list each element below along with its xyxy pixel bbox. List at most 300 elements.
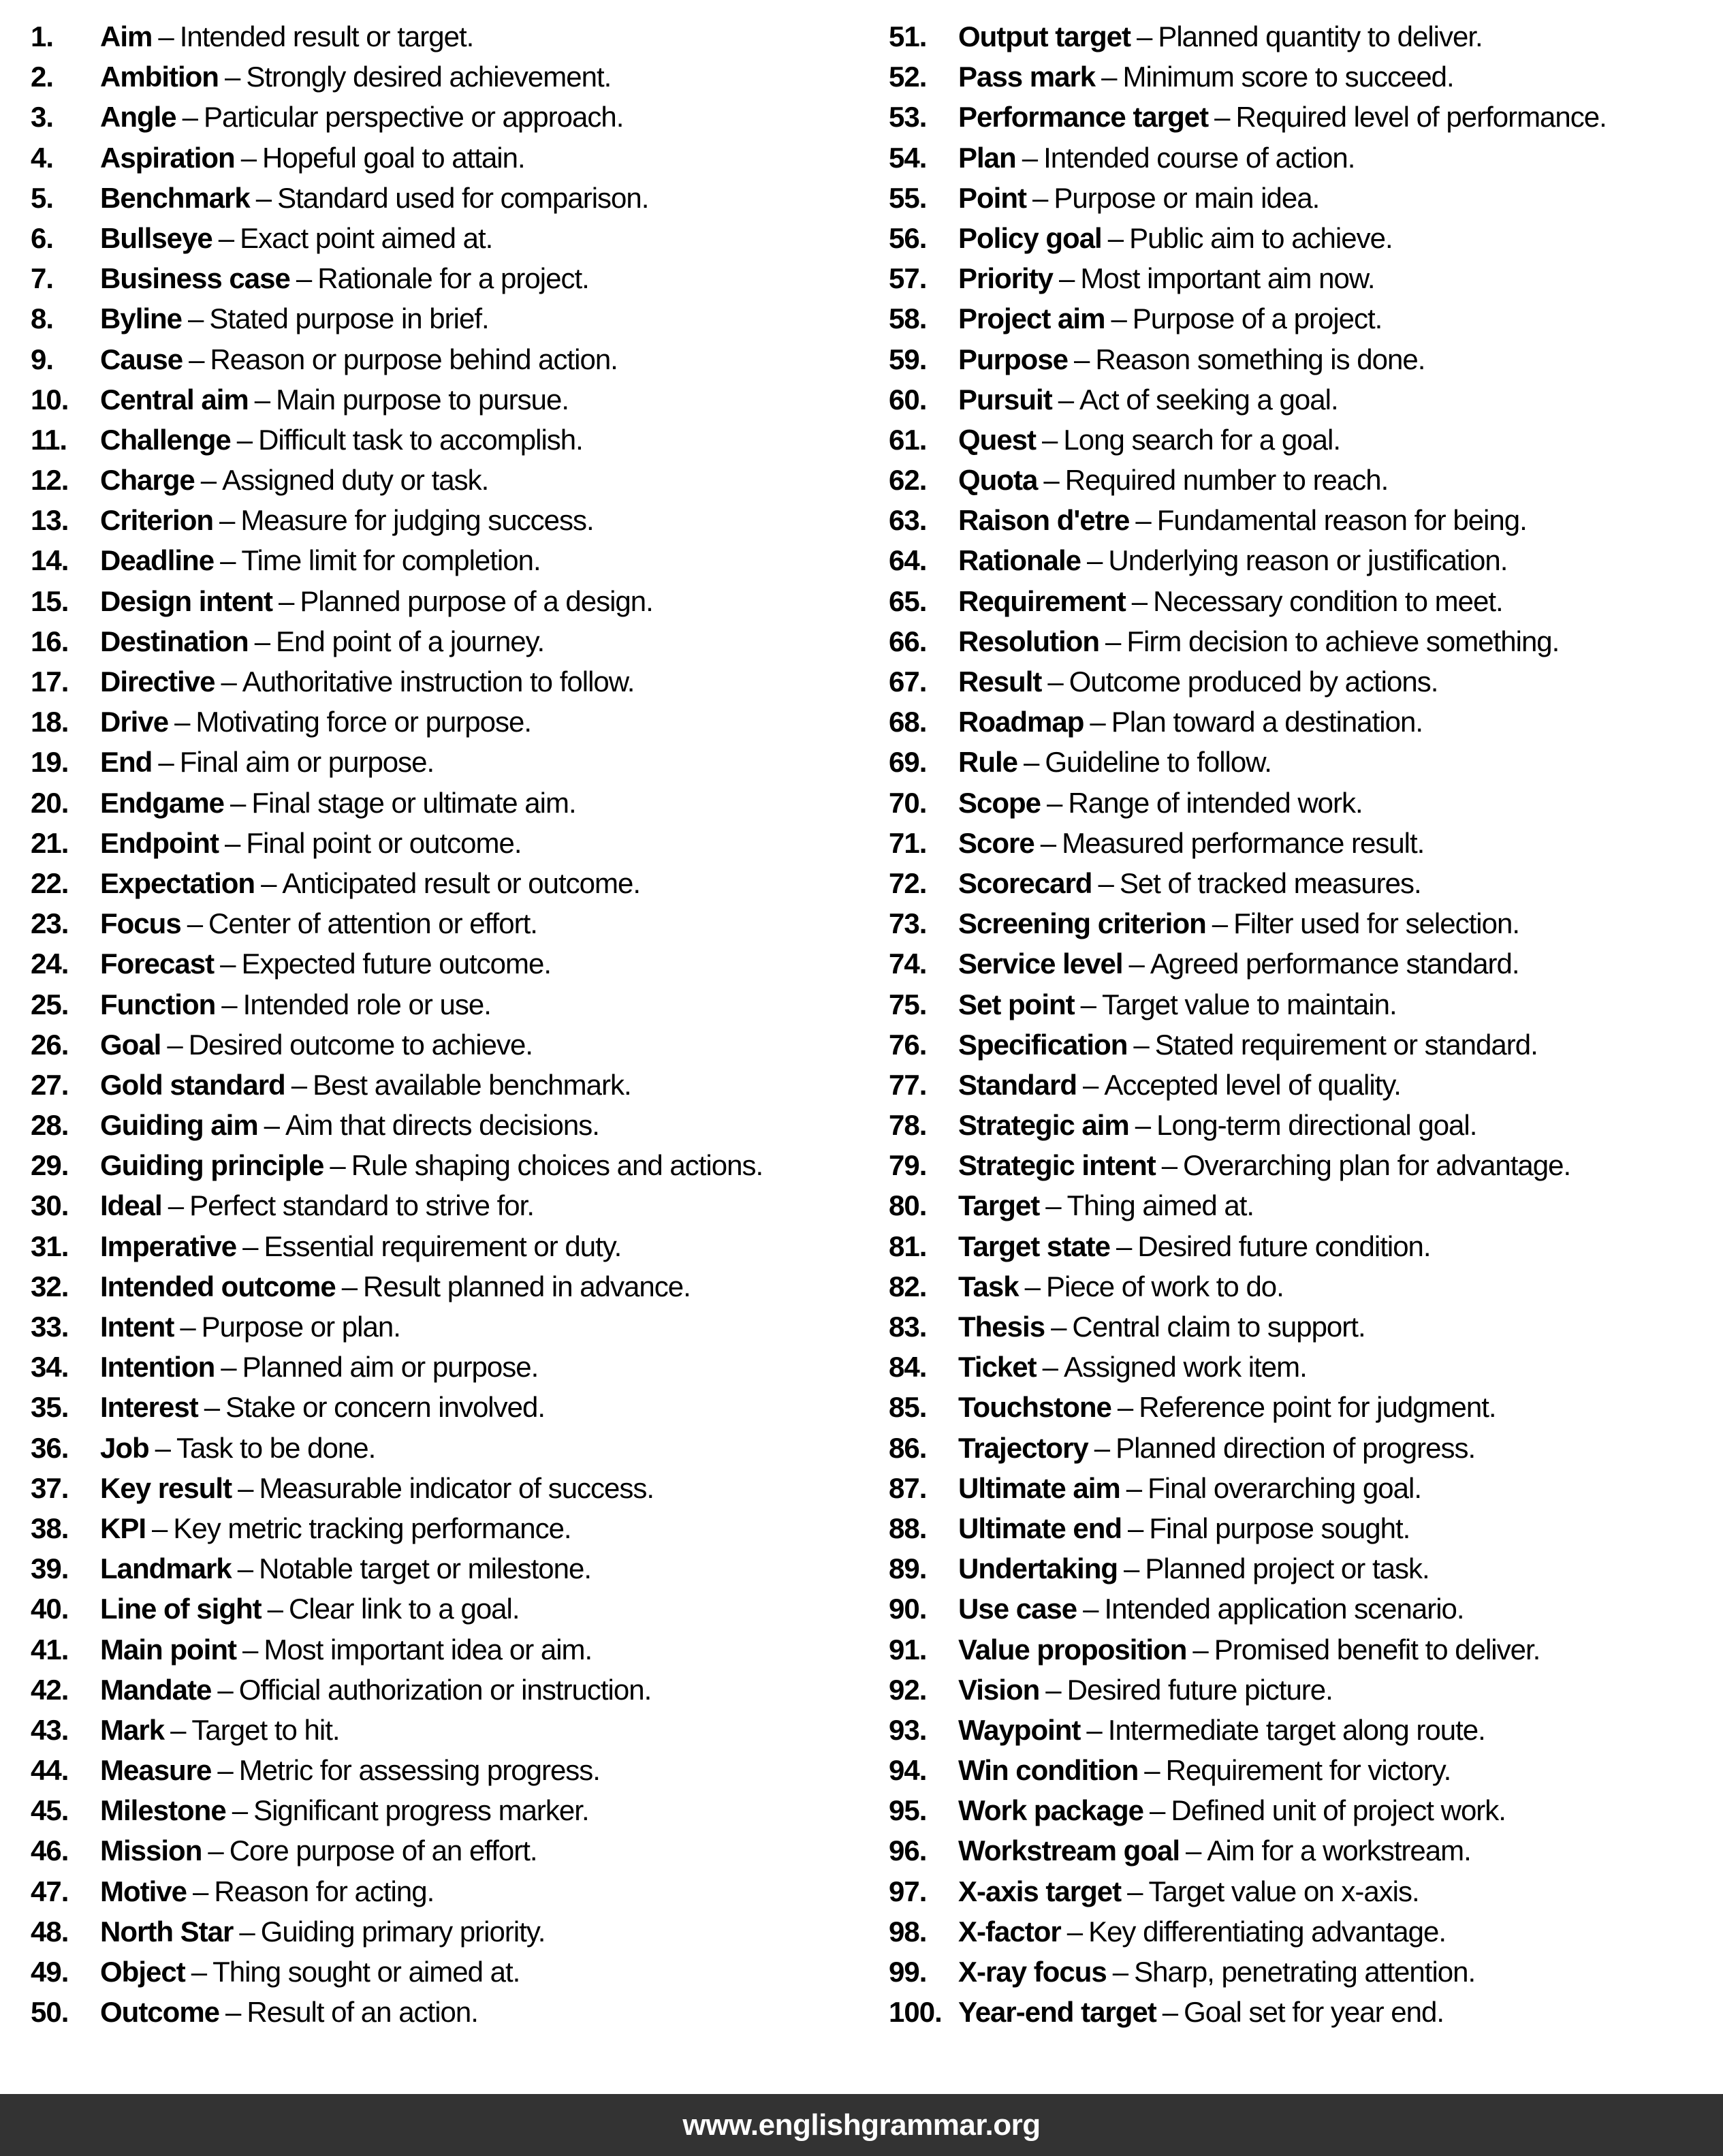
item-term: Byline (100, 302, 183, 335)
item-text (958, 1145, 1570, 1185)
item-term: Quota (958, 464, 1038, 497)
list-item (889, 460, 1723, 500)
item-definition: Filter used for selection. (1233, 907, 1520, 940)
list-item (31, 1952, 861, 1992)
item-number: 95. (889, 1794, 927, 1827)
item-number: 18. (31, 706, 69, 738)
item-separator: – (225, 1996, 241, 2029)
item-term: Drive (100, 706, 169, 738)
item-definition: Intended role or use. (242, 988, 491, 1020)
item-number: 34. (31, 1351, 69, 1384)
item-definition: Range of intended work. (1068, 786, 1363, 819)
item-text (958, 661, 1438, 702)
item-text (100, 178, 648, 218)
item-number: 12. (31, 464, 69, 497)
item-separator: – (1136, 20, 1152, 52)
item-definition: Desired future picture. (1066, 1673, 1333, 1706)
item-number: 76. (889, 1028, 927, 1061)
list-item (889, 783, 1723, 823)
item-text (958, 621, 1559, 661)
item-text (958, 863, 1421, 903)
item-term: Expectation (100, 866, 255, 899)
item-text (958, 1185, 1254, 1225)
item-text (100, 1508, 571, 1548)
item-number: 74. (889, 948, 927, 980)
item-definition: Firm decision to achieve something. (1126, 625, 1560, 657)
item-text (958, 1428, 1475, 1468)
item-term: Forecast (100, 948, 215, 980)
item-text (100, 1589, 520, 1629)
item-definition: Final aim or purpose. (179, 746, 434, 779)
item-term: Target state (958, 1230, 1110, 1262)
item-text (100, 1548, 591, 1589)
item-text (958, 1347, 1307, 1387)
list-item (31, 1226, 861, 1266)
item-definition: Fundamental reason for being. (1156, 504, 1527, 537)
list-item (889, 1548, 1723, 1589)
item-number: 24. (31, 948, 69, 980)
list-item (889, 1790, 1723, 1830)
item-separator: – (1162, 1996, 1178, 2029)
item-number: 59. (889, 343, 927, 375)
list-item (31, 783, 861, 823)
item-term: Ambition (100, 61, 219, 93)
item-text (100, 1670, 651, 1710)
item-number: 96. (889, 1834, 927, 1867)
list-item (31, 823, 861, 863)
list-item (31, 379, 861, 420)
list-item (31, 1105, 861, 1145)
item-term: Scorecard (958, 866, 1092, 899)
item-separator: – (237, 1552, 253, 1585)
item-separator: – (1042, 423, 1058, 456)
item-separator: – (182, 101, 198, 134)
list-item (889, 178, 1723, 218)
item-separator: – (217, 1673, 233, 1706)
item-term: Performance target (958, 101, 1209, 134)
item-term: Bullseye (100, 221, 212, 254)
item-definition: Rationale for a project. (317, 262, 589, 295)
item-number: 82. (889, 1270, 927, 1302)
item-term: Use case (958, 1593, 1077, 1625)
list-item (889, 500, 1723, 540)
item-number: 52. (889, 61, 927, 93)
list-item (889, 1710, 1723, 1750)
list-item (889, 1830, 1723, 1871)
item-text (100, 1387, 545, 1427)
list-item (31, 1145, 861, 1185)
item-separator: – (330, 1149, 345, 1182)
item-text (100, 57, 611, 97)
item-separator: – (221, 988, 237, 1020)
item-number: 46. (31, 1834, 69, 1867)
item-separator: – (1192, 1633, 1208, 1666)
item-term: Imperative (100, 1230, 237, 1262)
item-separator: – (217, 1754, 233, 1787)
item-separator: – (1111, 302, 1126, 335)
item-text (958, 1548, 1429, 1589)
item-definition: Task to be done. (176, 1431, 376, 1464)
list-item (889, 1629, 1723, 1670)
item-number: 6. (31, 221, 54, 254)
item-term: KPI (100, 1512, 146, 1544)
item-separator: – (189, 343, 204, 375)
item-term: Landmark (100, 1552, 232, 1585)
item-separator: – (1083, 1068, 1098, 1101)
item-separator: – (238, 1471, 253, 1504)
list-item (31, 1911, 861, 1952)
item-text (958, 138, 1355, 178)
list-item (889, 138, 1723, 178)
item-text (958, 702, 1423, 742)
item-separator: – (1080, 988, 1096, 1020)
item-definition: Thing aimed at. (1066, 1189, 1254, 1222)
item-separator: – (155, 1431, 171, 1464)
list-item (889, 742, 1723, 782)
item-separator: – (191, 1956, 207, 1988)
item-text (100, 1830, 537, 1871)
item-number: 81. (889, 1230, 927, 1262)
item-separator: – (1105, 625, 1121, 657)
item-number: 45. (31, 1794, 69, 1827)
item-number: 35. (31, 1391, 69, 1424)
item-term: North Star (100, 1915, 234, 1948)
item-definition: Assigned duty or task. (222, 464, 489, 497)
item-definition: Aim for a workstream. (1207, 1834, 1471, 1867)
item-term: Endgame (100, 786, 225, 819)
item-separator: – (224, 826, 240, 859)
list-item (889, 1911, 1723, 1952)
item-definition: Purpose or main idea. (1054, 181, 1320, 214)
item-number: 27. (31, 1068, 69, 1101)
item-definition: Aim that directs decisions. (285, 1109, 599, 1142)
item-term: Task (958, 1270, 1019, 1302)
item-number: 48. (31, 1915, 69, 1948)
item-number: 91. (889, 1633, 927, 1666)
list-item (889, 1266, 1723, 1307)
item-text (958, 1710, 1485, 1750)
item-number: 89. (889, 1552, 927, 1585)
list-item (31, 460, 861, 500)
item-separator: – (232, 1794, 248, 1827)
item-term: Rationale (958, 544, 1081, 577)
item-separator: – (1126, 1471, 1142, 1504)
item-definition: Desired outcome to achieve. (188, 1028, 533, 1061)
list-item (889, 1468, 1723, 1508)
item-text (958, 1871, 1419, 1911)
item-definition: Minimum score to succeed. (1122, 61, 1454, 93)
item-number: 70. (889, 786, 927, 819)
item-number: 69. (889, 746, 927, 779)
item-separator: – (168, 1189, 184, 1222)
item-separator: – (1214, 101, 1230, 134)
item-number: 78. (889, 1109, 927, 1142)
item-definition: Authoritative instruction to follow. (242, 666, 635, 698)
item-term: Score (958, 826, 1034, 859)
item-separator: – (1128, 948, 1144, 980)
list-item (31, 57, 861, 97)
list-item (31, 1710, 861, 1750)
list-item (31, 500, 861, 540)
item-text (958, 178, 1319, 218)
item-definition: Stake or concern involved. (225, 1391, 546, 1424)
item-text (958, 1025, 1538, 1065)
item-definition: Long search for a goal. (1063, 423, 1341, 456)
list-item (31, 540, 861, 580)
item-number: 10. (31, 383, 69, 416)
item-definition: Desired future condition. (1137, 1230, 1431, 1262)
item-number: 58. (889, 302, 927, 335)
list-item (889, 863, 1723, 903)
item-term: Measure (100, 1754, 212, 1787)
item-text (100, 742, 434, 782)
item-term: Line of sight (100, 1593, 262, 1625)
item-definition: Target value on x-axis. (1148, 1875, 1419, 1907)
item-separator: – (1107, 221, 1124, 254)
item-definition: Center of attention or effort. (208, 907, 537, 940)
item-separator: – (1133, 1028, 1149, 1061)
item-text (100, 1710, 340, 1750)
item-term: Endpoint (100, 826, 219, 859)
item-text (958, 258, 1375, 298)
list-item (889, 258, 1723, 298)
item-term: Guiding principle (100, 1149, 324, 1182)
item-number: 54. (889, 141, 927, 174)
item-definition: Defined unit of project work. (1171, 1794, 1506, 1827)
item-separator: – (208, 1834, 223, 1867)
item-number: 88. (889, 1512, 927, 1544)
list-item (31, 702, 861, 742)
list-item (31, 1992, 861, 2032)
item-separator: – (242, 1633, 258, 1666)
item-term: Work package (958, 1794, 1144, 1827)
item-term: Policy goal (958, 221, 1102, 254)
item-text (958, 420, 1340, 460)
list-item (889, 1145, 1723, 1185)
item-term: Set point (958, 988, 1075, 1020)
item-term: Aim (100, 20, 153, 52)
item-term: Key result (100, 1471, 232, 1504)
list-item (889, 1750, 1723, 1790)
item-separator: – (158, 20, 174, 52)
item-separator: – (1043, 464, 1059, 497)
item-definition: Sharp, penetrating attention. (1134, 1956, 1476, 1988)
item-term: Focus (100, 907, 181, 940)
item-text (958, 1790, 1506, 1830)
item-definition: Public aim to achieve. (1129, 221, 1393, 254)
item-separator: – (180, 1311, 195, 1343)
item-term: Intention (100, 1351, 215, 1384)
item-term: Standard (958, 1068, 1077, 1101)
item-number: 30. (31, 1189, 69, 1222)
item-number: 99. (889, 1956, 927, 1988)
list-item (31, 1266, 861, 1307)
item-separator: – (1127, 1875, 1143, 1907)
item-number: 19. (31, 746, 69, 779)
list-item (31, 984, 861, 1025)
item-definition: Hopeful goal to attain. (262, 141, 525, 174)
item-text (958, 1992, 1444, 2032)
list-item (31, 298, 861, 339)
item-term: Project aim (958, 302, 1105, 335)
item-separator: – (152, 1512, 168, 1544)
item-separator: – (187, 907, 203, 940)
item-text (100, 258, 589, 298)
item-definition: Piece of work to do. (1045, 1270, 1284, 1302)
item-number: 97. (889, 1875, 927, 1907)
item-definition: Promised benefit to deliver. (1214, 1633, 1540, 1666)
item-term: X-axis target (958, 1875, 1122, 1907)
item-number: 65. (889, 584, 927, 617)
item-text (958, 1911, 1446, 1952)
item-number: 29. (31, 1149, 69, 1182)
item-term: Plan (958, 141, 1016, 174)
item-text (958, 1750, 1451, 1790)
item-number: 5. (31, 181, 54, 214)
item-number: 87. (889, 1471, 927, 1504)
item-text (958, 984, 1397, 1025)
item-term: Cause (100, 343, 183, 375)
item-definition: Most important aim now. (1080, 262, 1375, 295)
item-text (100, 1629, 592, 1670)
item-number: 84. (889, 1351, 927, 1384)
item-term: Undertaking (958, 1552, 1118, 1585)
item-number: 11. (31, 423, 67, 456)
list-item (31, 742, 861, 782)
item-definition: Best available benchmark. (313, 1068, 631, 1101)
item-term: Deadline (100, 544, 215, 577)
item-number: 83. (889, 1311, 927, 1343)
item-number: 49. (31, 1956, 69, 1988)
item-number: 90. (889, 1593, 927, 1625)
item-term: Vision (958, 1673, 1040, 1706)
item-definition: Official authorization or instruction. (238, 1673, 652, 1706)
item-separator: – (204, 1391, 220, 1424)
list-item (889, 1670, 1723, 1710)
item-definition: Intermediate target along route. (1107, 1713, 1485, 1746)
item-definition: Stated purpose in brief. (209, 302, 489, 335)
item-term: Motive (100, 1875, 187, 1907)
list-item (889, 1589, 1723, 1629)
list-item (889, 1952, 1723, 1992)
item-term: Pursuit (958, 383, 1052, 416)
item-number: 64. (889, 544, 927, 577)
item-term: Main point (100, 1633, 236, 1666)
item-text (958, 540, 1507, 580)
item-separator: – (1131, 584, 1148, 617)
item-text (100, 218, 492, 258)
item-number: 8. (31, 302, 54, 335)
item-separator: – (224, 61, 240, 93)
item-separator: – (267, 1593, 283, 1625)
item-term: Ultimate aim (958, 1471, 1120, 1504)
item-term: Purpose (958, 343, 1069, 375)
list-item (31, 16, 861, 57)
item-separator: – (218, 221, 234, 254)
item-text (958, 1266, 1284, 1307)
item-definition: Agreed performance standard. (1150, 948, 1519, 980)
item-definition: Essential requirement or duty. (264, 1230, 622, 1262)
item-definition: Intended course of action. (1043, 141, 1355, 174)
list-item (31, 863, 861, 903)
item-term: Ultimate end (958, 1512, 1122, 1544)
item-term: Rule (958, 746, 1018, 779)
item-definition: Result planned in advance. (363, 1270, 691, 1302)
item-definition: Intended result or target. (179, 20, 474, 52)
item-text (100, 1065, 631, 1105)
item-definition: Necessary condition to meet. (1153, 584, 1503, 617)
item-separator: – (1161, 1149, 1177, 1182)
item-definition: Key differentiating advantage. (1088, 1915, 1447, 1948)
item-text (958, 339, 1425, 379)
item-separator: – (193, 1875, 208, 1907)
item-separator: – (221, 666, 236, 698)
item-text (958, 1387, 1496, 1427)
item-definition: Measurable indicator of success. (259, 1471, 654, 1504)
item-term: Business case (100, 262, 290, 295)
item-definition: Planned project or task. (1145, 1552, 1429, 1585)
item-number: 14. (31, 544, 69, 577)
item-term: Roadmap (958, 706, 1084, 738)
item-term: Intended outcome (100, 1270, 336, 1302)
item-text (100, 943, 551, 984)
list-item (31, 1790, 861, 1830)
item-definition: Motivating force or purpose. (195, 706, 532, 738)
item-text (958, 97, 1607, 137)
list-item (889, 1226, 1723, 1266)
item-number: 94. (889, 1754, 927, 1787)
item-term: Ideal (100, 1189, 162, 1222)
item-definition: Notable target or milestone. (259, 1552, 592, 1585)
item-number: 4. (31, 141, 54, 174)
item-definition: Intended application scenario. (1104, 1593, 1464, 1625)
item-number: 66. (889, 625, 927, 657)
item-separator: – (1101, 61, 1117, 93)
item-text (958, 823, 1424, 863)
item-text (100, 863, 640, 903)
item-term: Milestone (100, 1794, 226, 1827)
item-term: Interest (100, 1391, 198, 1424)
item-separator: – (221, 1351, 236, 1384)
item-definition: Guiding primary priority. (260, 1915, 546, 1948)
item-definition: Planned direction of progress. (1116, 1431, 1476, 1464)
list-item (889, 298, 1723, 339)
item-definition: Assigned work item. (1064, 1351, 1307, 1384)
item-number: 61. (889, 423, 927, 456)
item-term: Goal (100, 1028, 161, 1061)
item-number: 26. (31, 1028, 69, 1061)
item-term: Benchmark (100, 181, 250, 214)
item-text (958, 460, 1388, 500)
item-text (958, 1508, 1410, 1548)
item-number: 86. (889, 1431, 927, 1464)
list-item (31, 943, 861, 984)
item-term: Waypoint (958, 1713, 1081, 1746)
item-term: Quest (958, 423, 1037, 456)
item-number: 22. (31, 866, 69, 899)
item-definition: Target value to maintain. (1102, 988, 1397, 1020)
item-text (958, 379, 1338, 420)
item-definition: End point of a journey. (276, 625, 545, 657)
item-term: Pass mark (958, 61, 1096, 93)
item-separator: – (1135, 504, 1151, 537)
item-separator: – (1040, 826, 1056, 859)
item-definition: Strongly desired achievement. (246, 61, 612, 93)
item-separator: – (279, 584, 294, 617)
item-text (100, 1428, 375, 1468)
item-separator: – (239, 1915, 255, 1948)
item-separator: – (220, 544, 236, 577)
